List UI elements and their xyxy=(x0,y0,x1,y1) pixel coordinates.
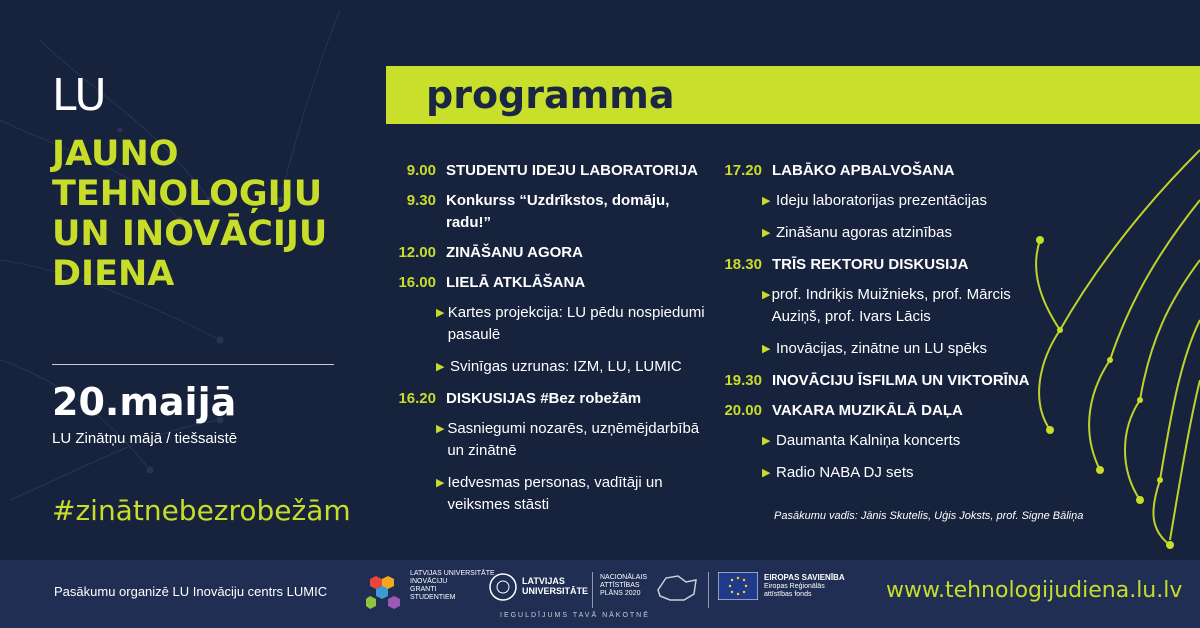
program-subitem xyxy=(762,284,1046,328)
bullet-arrow-icon: ▶ xyxy=(436,477,445,489)
program-item xyxy=(706,160,1046,182)
bullet-arrow-icon: ▶ xyxy=(762,435,771,447)
hexagon-logo-icon xyxy=(366,574,402,610)
program-subitem xyxy=(762,338,1046,360)
footer-divider xyxy=(708,572,709,608)
logo3-line2: ATTĪSTĪBAS xyxy=(600,582,640,589)
university-seal-icon xyxy=(488,572,518,602)
logo1-line4: STUDENTIEM xyxy=(410,594,456,601)
program-time: 20.00 xyxy=(724,402,762,419)
program-subitem-text: Inovācijas, zinātne un LU spēks xyxy=(776,340,987,357)
bullet-arrow-icon: ▶ xyxy=(436,361,445,373)
program-subitem-text: Daumanta Kalniņa koncerts xyxy=(776,432,961,449)
logo3-line3: PLĀNS 2020 xyxy=(600,590,641,597)
innovation-grants-logo xyxy=(410,570,495,602)
logo1-line3: GRANTI xyxy=(410,586,437,593)
hashtag: #zinātnebezrobežām xyxy=(52,494,351,527)
event-place: LU Zinātņu mājā / tiešsaistē xyxy=(52,430,238,447)
left-panel xyxy=(52,72,342,294)
program-subitem-text: Iedvesmas personas, vadītāji un veiksmes stāsti xyxy=(447,474,663,513)
bullet-arrow-icon: ▶ xyxy=(762,227,771,239)
program-title: LIELĀ ATKLĀŠANA xyxy=(446,274,586,291)
website-link[interactable]: www.tehnologijudiena.lu.lv xyxy=(886,578,1183,603)
program-subitem xyxy=(762,430,1046,452)
hosts-text: Pasākumu vadīs: Jānis Skutelis, Uģis Joksts, prof. Signe Bāliņa xyxy=(774,510,1084,522)
eu-flag-icon xyxy=(718,572,758,600)
lu-logo-text xyxy=(522,576,588,596)
logo4-line1: EIROPAS SAVIENĪBA xyxy=(764,573,845,582)
program-time: 16.20 xyxy=(398,390,436,407)
bullet-arrow-icon: ▶ xyxy=(762,467,771,479)
program-title: ZINĀŠANU AGORA xyxy=(446,244,583,261)
program-item xyxy=(380,242,710,264)
bullet-arrow-icon: ▶ xyxy=(762,343,771,355)
program-subitem-text: prof. Indriķis Muižnieks, prof. Mārcis Auziņš, prof. Ivars Lācis xyxy=(771,286,1011,325)
program-subitem-text: Kartes projekcija: LU pēdu nospiedumi pasaulē xyxy=(447,304,705,343)
program-title: STUDENTU IDEJU LABORATORIJA xyxy=(446,162,698,179)
program-time: 16.00 xyxy=(398,274,436,291)
bullet-arrow-icon: ▶ xyxy=(762,289,771,301)
footer-divider xyxy=(592,572,593,608)
divider xyxy=(52,364,334,365)
program-item xyxy=(380,190,710,234)
program-subitem xyxy=(436,356,710,378)
program-item xyxy=(706,370,1046,392)
program-time: 19.30 xyxy=(724,372,762,389)
program-column-right xyxy=(706,160,1046,494)
program-title: TRĪS REKTORU DISKUSIJA xyxy=(772,256,969,273)
program-subitem-text: Ideju laboratorijas prezentācijas xyxy=(776,192,987,209)
program-banner xyxy=(386,66,1200,124)
program-subitem xyxy=(436,472,710,516)
program-time: 17.20 xyxy=(724,162,762,179)
logo3-line1: NACIONĀLAIS xyxy=(600,574,648,581)
event-title: JAUNO TEHNOLOĢIJU UN INOVĀCIJU DIENA xyxy=(52,134,328,294)
latvia-map-icon xyxy=(656,570,698,606)
logo2-line2: UNIVERSITĀTE xyxy=(522,586,589,596)
program-heading: programma xyxy=(426,73,675,117)
logo1-line1: LATVIJAS UNIVERSITĀTE xyxy=(410,570,495,577)
program-title: INOVĀCIJU ĪSFILMA UN VIKTORĪNA xyxy=(772,372,1030,389)
logo1-line2: INOVĀCIJU xyxy=(410,578,448,585)
program-item xyxy=(380,388,710,410)
program-title: Konkurss “Uzdrīkstos, domāju, radu!” xyxy=(446,192,670,231)
program-subitem-text: Sasniegumi nozarēs, uzņēmējdarbībā un zinātnē xyxy=(447,420,700,459)
program-column-left xyxy=(380,160,710,526)
program-subitem xyxy=(436,302,710,346)
program-subitem-text: Radio NABA DJ sets xyxy=(776,464,914,481)
bullet-arrow-icon: ▶ xyxy=(436,423,445,435)
program-title: LABĀKO APBALVOŠANA xyxy=(772,162,955,179)
program-subitem xyxy=(762,222,1046,244)
program-subitem-text: Zināšanu agoras atzinības xyxy=(776,224,952,241)
bullet-arrow-icon: ▶ xyxy=(762,195,771,207)
national-plan-logo xyxy=(600,574,647,598)
footer-tagline: IEGULDĪJUMS TAVĀ NĀKOTNĒ xyxy=(500,612,650,619)
lu-heading: LU xyxy=(52,70,107,121)
program-time: 12.00 xyxy=(398,244,436,261)
eu-logo-text xyxy=(764,574,845,599)
program-title: VAKARA MUZIKĀLĀ DAĻA xyxy=(772,402,963,419)
program-subitem xyxy=(762,462,1046,484)
logo2-line1: LATVIJAS xyxy=(522,576,565,586)
program-subitem xyxy=(762,190,1046,212)
event-date: 20.maijā xyxy=(52,380,237,424)
program-item xyxy=(380,272,710,294)
program-item xyxy=(380,160,710,182)
bullet-arrow-icon: ▶ xyxy=(436,307,445,319)
program-time: 18.30 xyxy=(724,256,762,273)
program-subitem-text: Svinīgas uzrunas: IZM, LU, LUMIC xyxy=(450,358,682,375)
program-item xyxy=(706,254,1046,276)
program-subitem xyxy=(436,418,710,462)
logo4-line2: Eiropas Reģionālās xyxy=(764,583,825,590)
footer xyxy=(0,560,1200,628)
program-time: 9.00 xyxy=(406,162,436,179)
program-title: DISKUSIJAS #Bez robežām xyxy=(446,390,642,407)
organizer-text: Pasākumu organizē LU Inovāciju centrs LUMIC xyxy=(54,584,328,599)
program-time: 9.30 xyxy=(406,192,436,209)
logo4-line3: attīstības fonds xyxy=(764,591,812,598)
program-item xyxy=(706,400,1046,422)
